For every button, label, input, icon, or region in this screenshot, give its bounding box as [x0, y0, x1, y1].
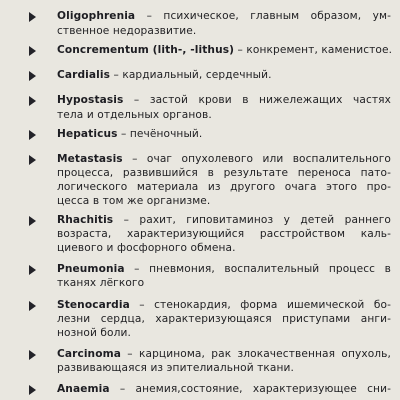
entry-definition: – анемия,состояние, характеризующее сни- — [109, 383, 391, 395]
entry-line — [57, 299, 391, 312]
entry-line — [57, 153, 391, 166]
entry-line — [57, 362, 391, 375]
bullet-icon — [29, 71, 36, 81]
bullet-icon — [29, 46, 36, 56]
entry-line — [57, 348, 391, 361]
bullet-icon — [29, 216, 36, 226]
entry-definition: – кардиальный, сердечный. — [109, 69, 272, 81]
entry-line — [57, 277, 391, 290]
bullet-icon — [29, 301, 36, 311]
entry-term: Stenocardia — [57, 299, 130, 311]
entry-definition: – рахит, гиповитаминоз у детей раннего — [113, 214, 391, 226]
entry-line — [57, 228, 391, 241]
bullet-icon — [29, 265, 36, 275]
entry-definition: – печёночный. — [117, 128, 203, 140]
entry-term: Concrementum (lith-, -lithus) — [57, 44, 235, 56]
entry-definition: лезни сердца, характеризующаяся приступами анги- — [57, 313, 391, 325]
entry-line — [57, 195, 391, 208]
bullet-icon — [29, 385, 36, 395]
entry-definition: – стенокардия, форма ишемической бо- — [129, 299, 391, 311]
entry-line — [57, 109, 391, 122]
entry-term: Oligophrenia — [57, 10, 136, 22]
entry-definition: – застой крови в нижележащих частях — [123, 94, 391, 106]
entry-line — [57, 242, 391, 255]
entry-line — [57, 69, 391, 82]
entry-definition: развивающаяся из эпителиальной ткани. — [57, 362, 295, 374]
entry-definition: ственное недоразвитие. — [57, 25, 197, 37]
entry-definition: нозной боли. — [57, 327, 131, 339]
bullet-icon — [29, 155, 36, 165]
entry-term: Anaemia — [57, 383, 110, 395]
entry-term: Hypostasis — [57, 94, 124, 106]
entry-line — [57, 128, 391, 141]
entry-definition: – пневмония, воспалительный процесс в — [124, 263, 391, 275]
entry-line — [57, 181, 391, 194]
entry-definition: тканях лёгкого — [57, 277, 145, 289]
entry-term: Pneumonia — [57, 263, 125, 275]
entry-line — [57, 313, 391, 326]
entry-definition: – очаг опухолевого или воспалительного — [122, 153, 391, 165]
entry-definition: – карцинома, рак злокачественная опухоль, — [120, 348, 391, 360]
entry-definition: логического материала из другого очага этого про- — [57, 181, 391, 193]
entry-term: Hepaticus — [57, 128, 118, 140]
entry-definition: – конкремент, каменистое. — [234, 44, 393, 56]
entry-definition: цесса в том же организме. — [57, 195, 211, 207]
entry-line — [57, 327, 391, 340]
entry-term: Cardialis — [57, 69, 110, 81]
entry-term: Carcinoma — [57, 348, 121, 360]
entry-line — [57, 383, 391, 396]
entry-line — [57, 263, 391, 276]
entry-definition: циевого и фосфорного обмена. — [57, 242, 236, 254]
entry-line — [57, 44, 391, 57]
bullet-icon — [29, 350, 36, 360]
bullet-icon — [29, 96, 36, 106]
entry-definition: тела и отдельных органов. — [57, 109, 212, 121]
entry-definition: возраста, характеризующийся расстройством каль- — [57, 228, 391, 240]
bullet-icon — [29, 12, 36, 22]
entry-line — [57, 167, 391, 180]
entry-line — [57, 10, 391, 23]
entry-line — [57, 25, 391, 38]
entry-line — [57, 94, 391, 107]
entry-definition: – психическое, главным образом, ум- — [135, 10, 391, 22]
entry-term: Rhachitis — [57, 214, 114, 226]
entry-definition: процесса, развившийся в результате переноса пато- — [57, 167, 391, 179]
bullet-icon — [29, 130, 36, 140]
entry-line — [57, 214, 391, 227]
entry-term: Metastasis — [57, 153, 123, 165]
